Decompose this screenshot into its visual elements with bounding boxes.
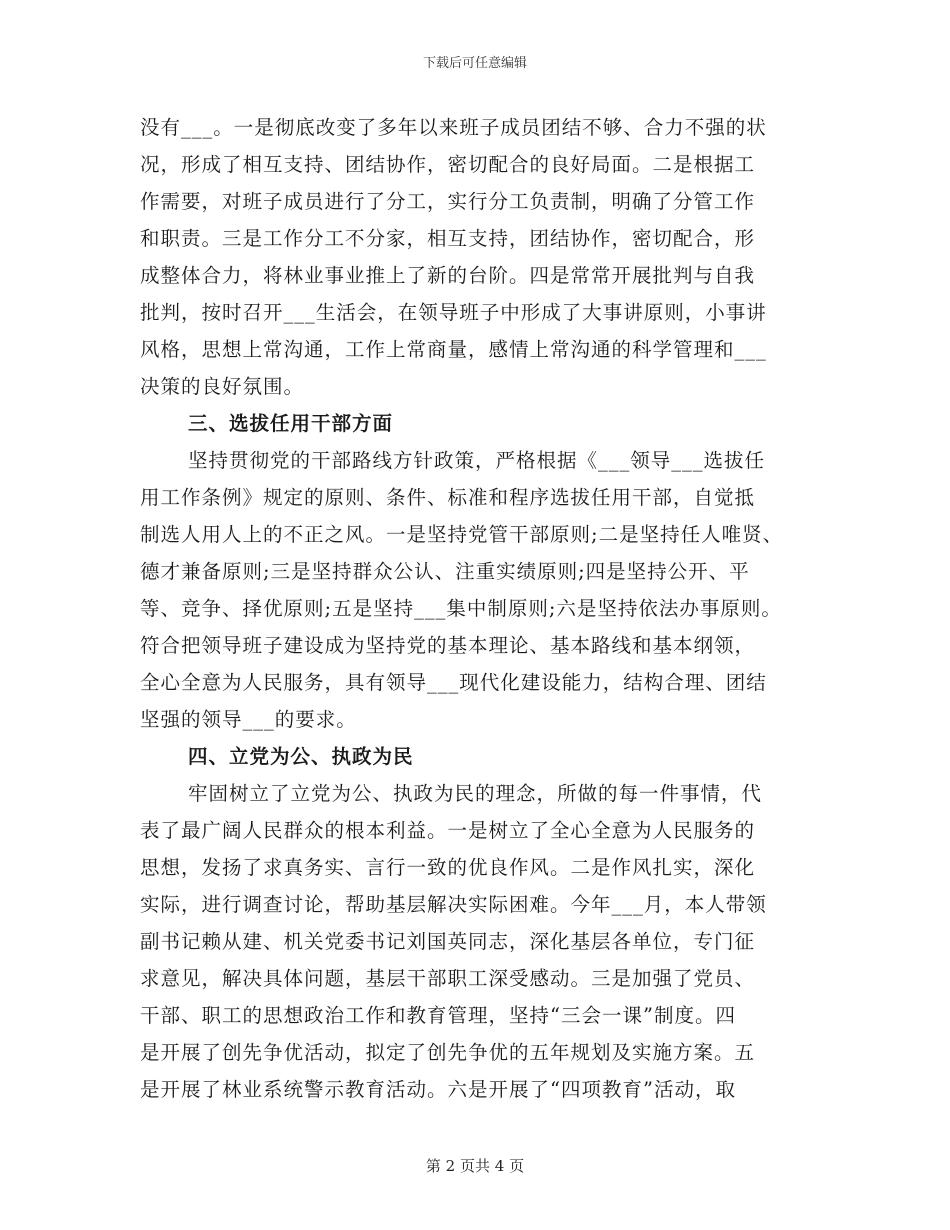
text-line: 德才兼备原则;三是坚持群众公认、注重实绩原则;四是坚持公开、平 xyxy=(140,560,750,583)
text-line: 批判，按时召开___生活会，在领导班子中形成了大事讲原则，小事讲 xyxy=(140,301,767,324)
text-line: 求意见，解决具体问题，基层干部职工深受感动。三是加强了党员、 xyxy=(140,967,756,990)
text-line: 是开展了创先争优活动，拟定了创先争优的五年规划及实施方案。五 xyxy=(140,1041,756,1064)
text-line: 牢固树立了立党为公、执政为民的理念，所做的每一件事情，代 xyxy=(188,782,763,805)
text-line: 风格，思想上常沟通，工作上常商量，感情上常沟通的科学管理和___ xyxy=(140,338,767,361)
text-line: 况，形成了相互支持、团结协作，密切配合的良好局面。二是根据工 xyxy=(140,153,756,176)
text-line: 制选人用人上的不正之风。一是坚持党管干部原则;二是坚持任人唯贤、 xyxy=(140,523,784,546)
text-line: 没有___。一是彻底改变了多年以来班子成员团结不够、合力不强的状 xyxy=(140,116,767,139)
text-line: 实际，进行调查讨论，帮助基层解决实际困难。今年___月，本人带领 xyxy=(140,893,767,916)
text-line: 全心全意为人民服务，具有领导___现代化建设能力，结构合理、团结 xyxy=(140,671,767,694)
text-line: 符合把领导班子建设成为坚持党的基本理论、基本路线和基本纲领， xyxy=(140,634,756,657)
page-header: 下载后可任意编辑 xyxy=(422,56,527,71)
text-line: 表了最广阔人民群众的根本利益。一是树立了全心全意为人民服务的 xyxy=(140,819,756,842)
text-line: 用工作条例》规定的原则、条件、标准和程序选拔任用干部，自觉抵 xyxy=(140,486,756,509)
text-line: 思想，发扬了求真务实、言行一致的优良作风。二是作风扎实，深化 xyxy=(140,856,756,879)
text-line: 坚持贯彻党的干部路线方针政策，严格根据《___领导___选拔任 xyxy=(188,449,766,472)
text-line: 干部、职工的思想政治工作和教育管理，坚持“三会一课”制度。四 xyxy=(140,1004,736,1027)
text-line: 决策的良好氛围。 xyxy=(140,375,305,398)
text-line: 坚强的领导___的要求。 xyxy=(140,708,357,731)
text-line: 成整体合力，将林业事业推上了新的台阶。四是常常开展批判与自我 xyxy=(140,264,756,287)
text-line: 作需要，对班子成员进行了分工，实行分工负责制，明确了分管工作 xyxy=(140,190,756,213)
text-line: 是开展了林业系统警示教育活动。六是开展了“四项教育”活动，取 xyxy=(140,1078,736,1101)
text-line: 和职责。三是工作分工不分家，相互支持，团结协作，密切配合，形 xyxy=(140,227,756,250)
page-footer: 第 2 页共 4 页 xyxy=(425,1157,525,1175)
text-line: 副书记赖从建、机关党委书记刘国英同志，深化基层各单位，专门征 xyxy=(140,930,756,953)
text-line: 等、竞争、择优原则;五是坚持___集中制原则;六是坚持依法办事原则。 xyxy=(140,597,782,620)
section-heading: 三、选拔任用干部方面 xyxy=(188,412,394,435)
document-body xyxy=(140,109,820,1108)
section-heading: 四、立党为公、执政为民 xyxy=(188,745,414,768)
